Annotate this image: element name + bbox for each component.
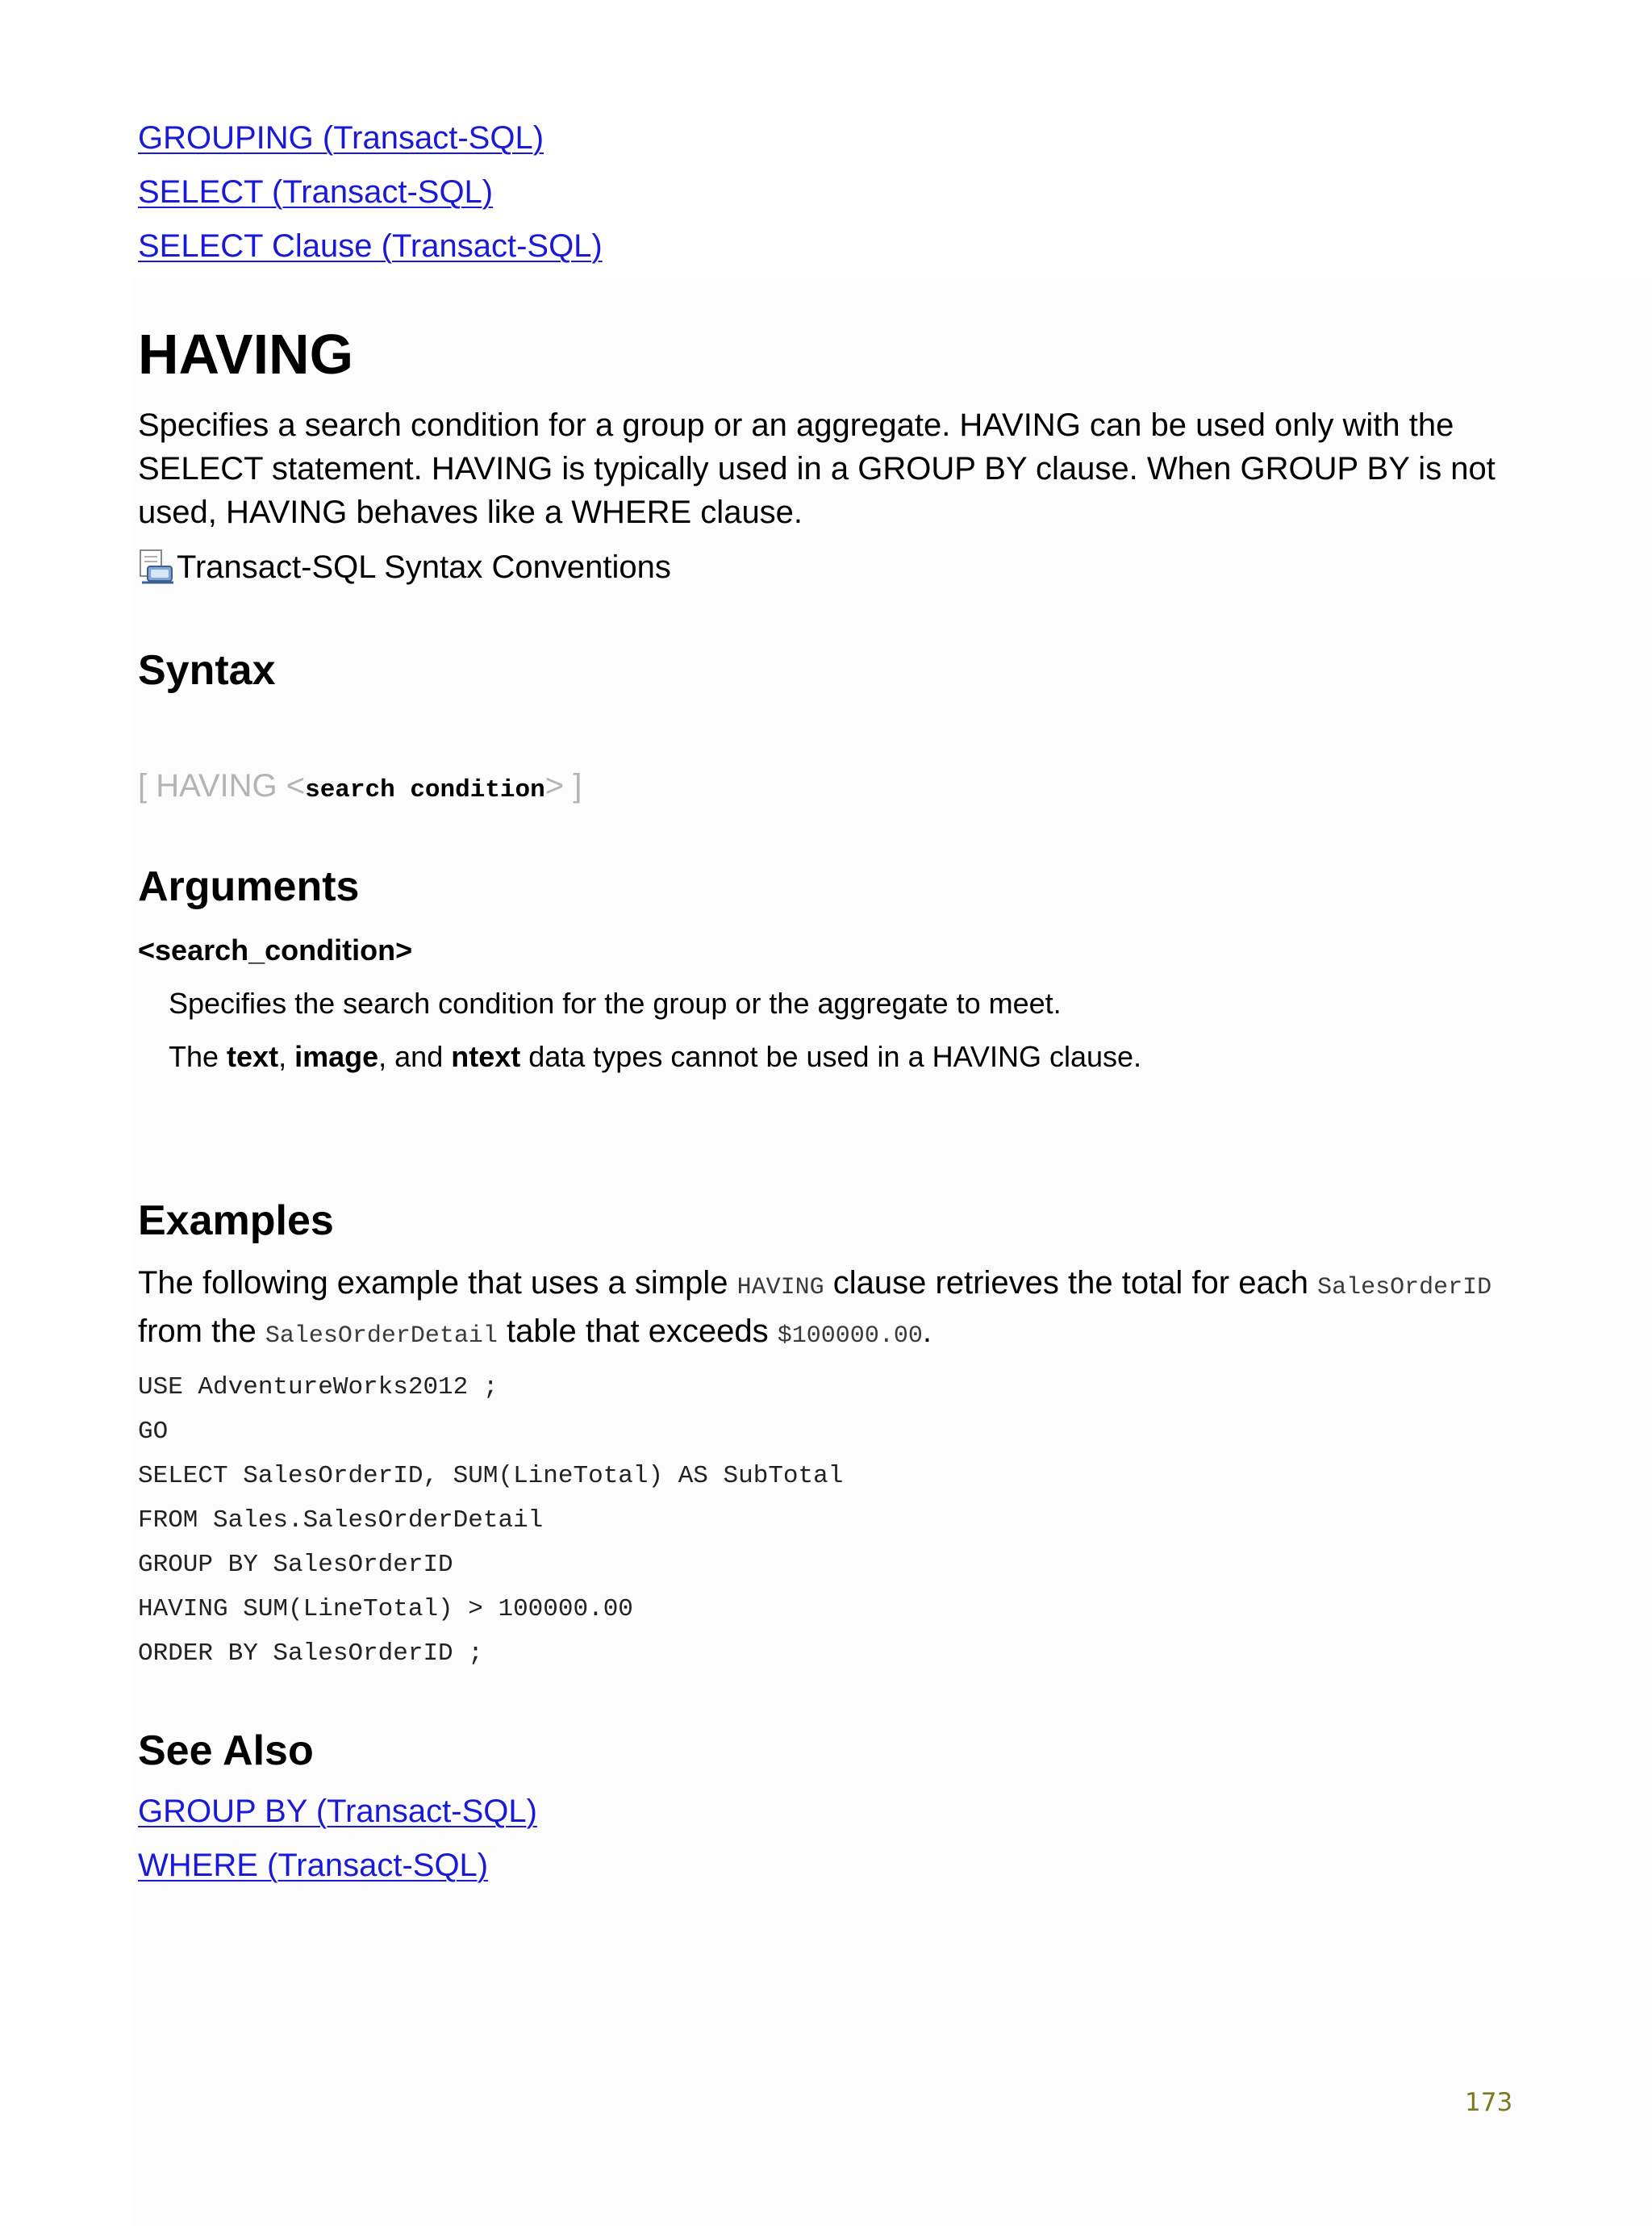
page-title: HAVING xyxy=(138,323,354,386)
syntax-suffix: > ] xyxy=(544,768,582,804)
code-line: USE AdventureWorks2012 ; xyxy=(138,1373,499,1401)
examples-heading: Examples xyxy=(138,1197,334,1244)
see-also-heading: See Also xyxy=(138,1727,314,1774)
link-select[interactable]: SELECT (Transact-SQL) xyxy=(138,174,494,210)
text-run: clause retrieves the total for each xyxy=(824,1265,1318,1301)
examples-line xyxy=(138,1309,1491,1358)
argument-note xyxy=(169,1039,1141,1075)
code-line: FROM Sales.SalesOrderDetail xyxy=(138,1506,544,1535)
inline-code: SalesOrderDetail xyxy=(265,1322,498,1350)
code-line: GROUP BY SalesOrderID xyxy=(138,1551,453,1579)
code-line: GO xyxy=(138,1418,169,1446)
note-type-image: image xyxy=(294,1040,379,1073)
syntax-prefix: [ HAVING < xyxy=(138,768,306,804)
intro-line: used, HAVING behaves like a WHERE clause. xyxy=(138,495,803,530)
text-run: table that exceeds xyxy=(497,1313,778,1349)
link-grouping[interactable]: GROUPING (Transact-SQL) xyxy=(138,120,544,156)
link-icon xyxy=(138,549,177,586)
inline-code: SalesOrderID xyxy=(1317,1274,1492,1301)
note-text: , and xyxy=(378,1040,452,1073)
intro-line: Specifies a search condition for a group or an aggregate. HAVING can be used only with the xyxy=(138,407,1454,443)
code-line: ORDER BY SalesOrderID ; xyxy=(138,1639,483,1668)
note-text: The xyxy=(169,1040,227,1073)
link-select-clause[interactable]: SELECT Clause (Transact-SQL) xyxy=(138,228,603,264)
note-text: data types cannot be used in a HAVING clause. xyxy=(520,1040,1142,1073)
argument-description: Specifies the search condition for the group or the aggregate to meet. xyxy=(169,987,1062,1020)
inline-code: HAVING xyxy=(736,1274,824,1301)
page-number: 173 xyxy=(1465,2088,1513,2117)
syntax-placeholder: search condition xyxy=(305,776,545,804)
note-text: , xyxy=(278,1040,295,1073)
examples-description xyxy=(138,1261,1491,1358)
text-run: . xyxy=(922,1313,932,1349)
syntax-statement xyxy=(138,763,582,813)
examples-line xyxy=(138,1261,1491,1309)
intro-line: SELECT statement. HAVING is typically used in a GROUP BY clause. When GROUP BY is not xyxy=(138,451,1496,487)
link-where[interactable]: WHERE (Transact-SQL) xyxy=(138,1848,489,1883)
code-line: HAVING SUM(LineTotal) > 100000.00 xyxy=(138,1595,633,1623)
argument-term: <search_condition> xyxy=(138,933,413,967)
intro-paragraph xyxy=(138,403,1496,534)
arguments-heading: Arguments xyxy=(138,863,360,910)
syntax-conventions-link[interactable] xyxy=(138,545,671,590)
link-group-by[interactable]: GROUP BY (Transact-SQL) xyxy=(138,1794,537,1829)
inline-code: $100000.00 xyxy=(777,1322,923,1350)
note-type-text: text xyxy=(227,1040,279,1073)
syntax-conventions-label: Transact-SQL Syntax Conventions xyxy=(177,549,671,585)
text-run: The following example that uses a simple xyxy=(138,1265,737,1301)
code-line: SELECT SalesOrderID, SUM(LineTotal) AS SubTotal xyxy=(138,1462,844,1490)
code-example xyxy=(138,1365,843,1676)
syntax-heading: Syntax xyxy=(138,647,276,694)
note-type-ntext: ntext xyxy=(451,1040,521,1073)
text-run: from the xyxy=(138,1313,265,1349)
